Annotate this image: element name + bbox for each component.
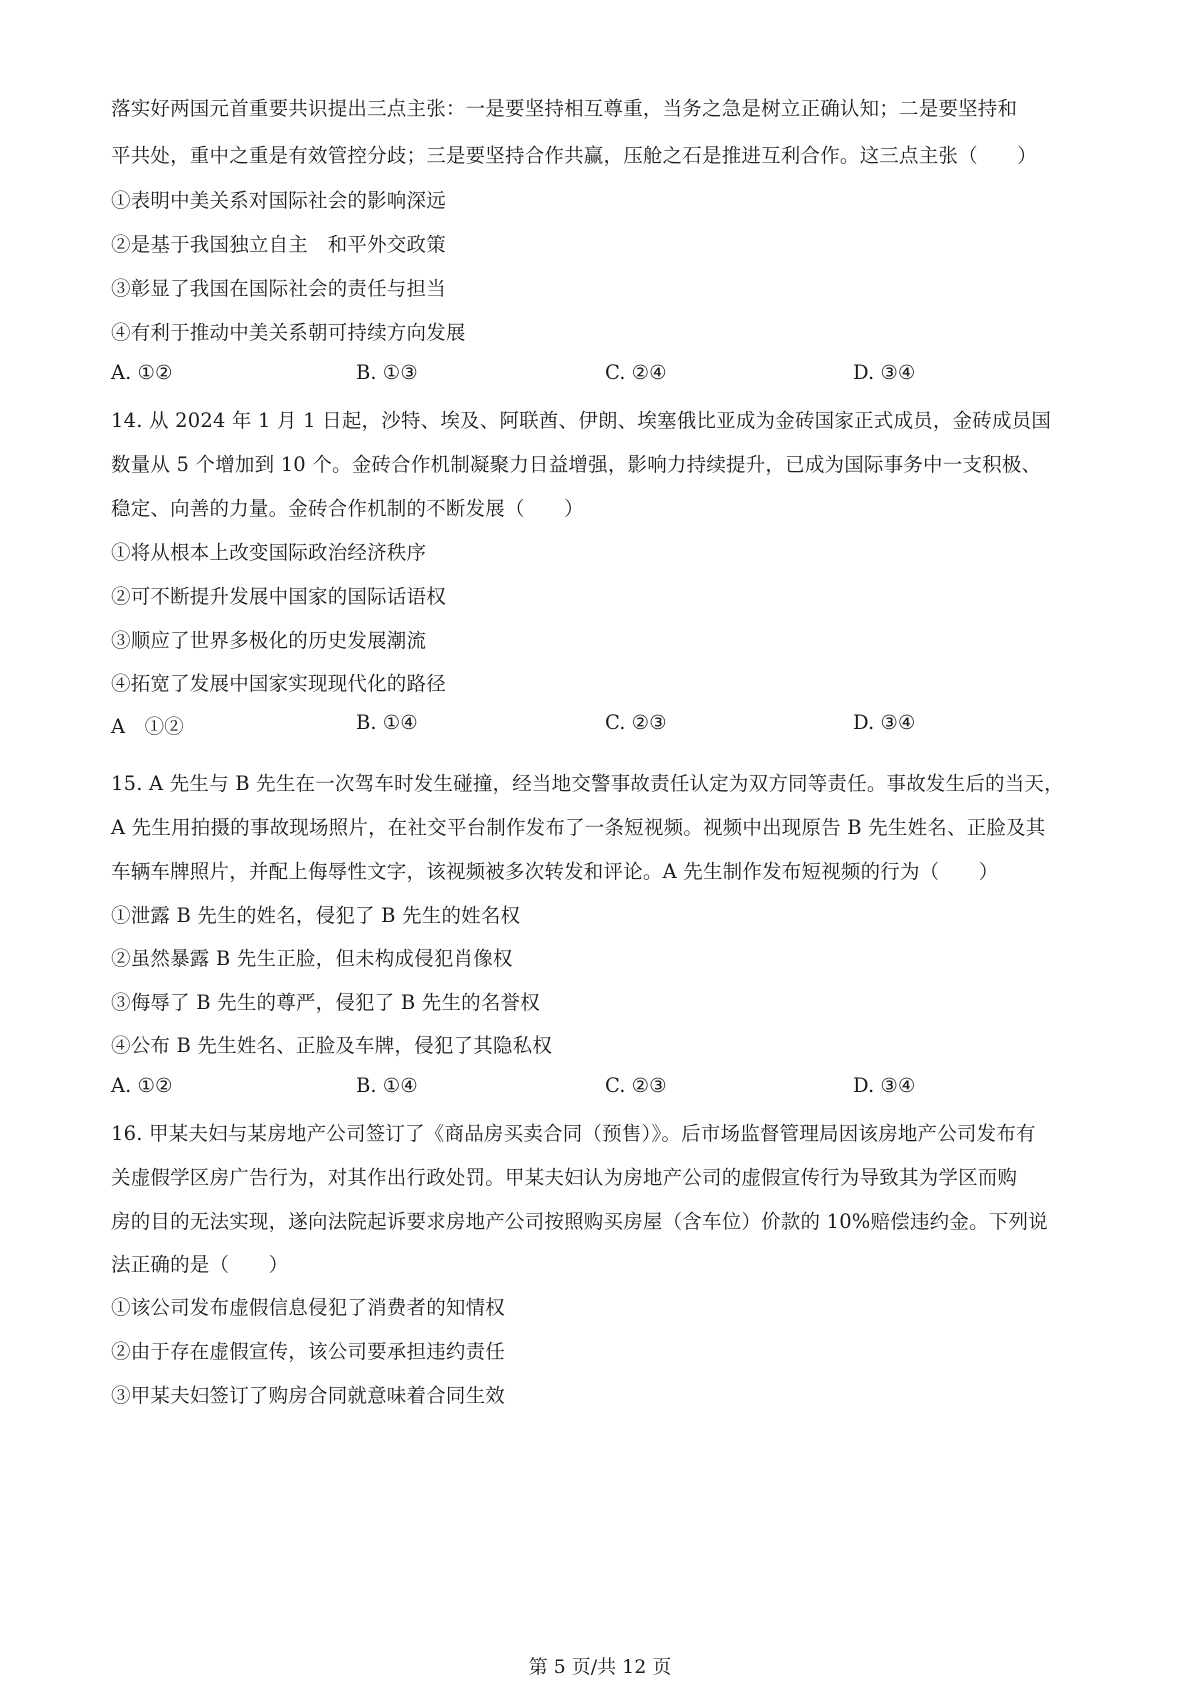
- q14-item: ②可不断提升发展中国家的国际话语权: [111, 585, 446, 608]
- q15-item: ②虽然暴露 B 先生正脸，但未构成侵犯肖像权: [111, 947, 513, 970]
- q14-stem-line: 14. 从 2024 年 1 月 1 日起，沙特、埃及、阿联酋、伊朗、埃塞俄比亚成为金砖国家正式成员，金砖成员国: [111, 409, 1052, 432]
- q14-stem-line: 数量从 5 个增加到 10 个。金砖合作机制凝聚力日益增强，影响力持续提升，已成为国际事务中一支积极、: [111, 453, 1042, 476]
- choice-c[interactable]: C. ②③: [605, 711, 667, 734]
- q16-item: ③甲某夫妇签订了购房合同就意味着合同生效: [111, 1384, 506, 1407]
- choice-b[interactable]: B. ①③: [356, 361, 418, 384]
- q15-stem-line: 15. A 先生与 B 先生在一次驾车时发生碰撞，经当地交警事故责任认定为双方同等责任。事故发生后的当天，: [111, 772, 1064, 795]
- q16-stem-line: 关虚假学区房广告行为，对其作出行政处罚。甲某夫妇认为房地产公司的虚假宣传行为导致其为学区而购: [111, 1166, 1018, 1189]
- q13-stem-line: 平共处，重中之重是有效管控分歧；三是要坚持合作共赢，压舱之石是推进互利合作。这三点主张（ ）: [111, 144, 1037, 167]
- q15-stem-line: A 先生用拍摄的事故现场照片，在社交平台制作发布了一条短视频。视频中出现原告 B 先生姓名、正脸及其: [111, 816, 1046, 839]
- q14-item: ④拓宽了发展中国家实现现代化的路径: [111, 672, 446, 695]
- q15-item: ①泄露 B 先生的姓名，侵犯了 B 先生的姓名权: [111, 904, 521, 927]
- choice-c[interactable]: C. ②③: [605, 1074, 667, 1097]
- q14-item: ①将从根本上改变国际政治经济秩序: [111, 541, 427, 564]
- q13-item: ②是基于我国独立自主 和平外交政策: [111, 233, 446, 256]
- q16-stem-line: 法正确的是（ ）: [111, 1253, 289, 1276]
- q13-item: ④有利于推动中美关系朝可持续方向发展: [111, 321, 466, 344]
- choice-d[interactable]: D. ③④: [853, 361, 916, 384]
- q13-item: ③彰显了我国在国际社会的责任与担当: [111, 277, 446, 300]
- choice-b[interactable]: B. ①④: [356, 1074, 418, 1097]
- choice-a[interactable]: A. ①②: [111, 361, 173, 384]
- q14-item: ③顺应了世界多极化的历史发展潮流: [111, 629, 427, 652]
- choice-a[interactable]: A. ①②: [111, 1074, 173, 1097]
- q16-item: ①该公司发布虚假信息侵犯了消费者的知情权: [111, 1296, 506, 1319]
- q16-stem-line: 房的目的无法实现，遂向法院起诉要求房地产公司按照购买房屋（含车位）价款的 10%赔偿违约金。下列说: [111, 1210, 1048, 1233]
- choice-d[interactable]: D. ③④: [853, 1074, 916, 1097]
- choice-a[interactable]: A ①②: [111, 715, 184, 738]
- choice-c[interactable]: C. ②④: [605, 361, 667, 384]
- q15-stem-line: 车辆车牌照片，并配上侮辱性文字，该视频被多次转发和评论。A 先生制作发布短视频的行为（ ）: [111, 860, 999, 883]
- choice-b[interactable]: B. ①④: [356, 711, 418, 734]
- q16-item: ②由于存在虚假宣传，该公司要承担违约责任: [111, 1340, 506, 1363]
- q13-stem-line: 落实好两国元首重要共识提出三点主张：一是要坚持相互尊重，当务之急是树立正确认知；二是要坚持和: [111, 97, 1018, 120]
- q16-stem-line: 16. 甲某夫妇与某房地产公司签订了《商品房买卖合同（预售）》。后市场监督管理局因该房地产公司发布有: [111, 1122, 1036, 1145]
- q15-item: ④公布 B 先生姓名、正脸及车牌，侵犯了其隐私权: [111, 1034, 553, 1057]
- q13-item: ①表明中美关系对国际社会的影响深远: [111, 189, 446, 212]
- choice-d[interactable]: D. ③④: [853, 711, 916, 734]
- page-number: 第 5 页/共 12 页: [528, 1656, 672, 1678]
- q14-stem-line: 稳定、向善的力量。金砖合作机制的不断发展（ ）: [111, 497, 584, 520]
- q15-item: ③侮辱了 B 先生的尊严，侵犯了 B 先生的名誉权: [111, 991, 540, 1014]
